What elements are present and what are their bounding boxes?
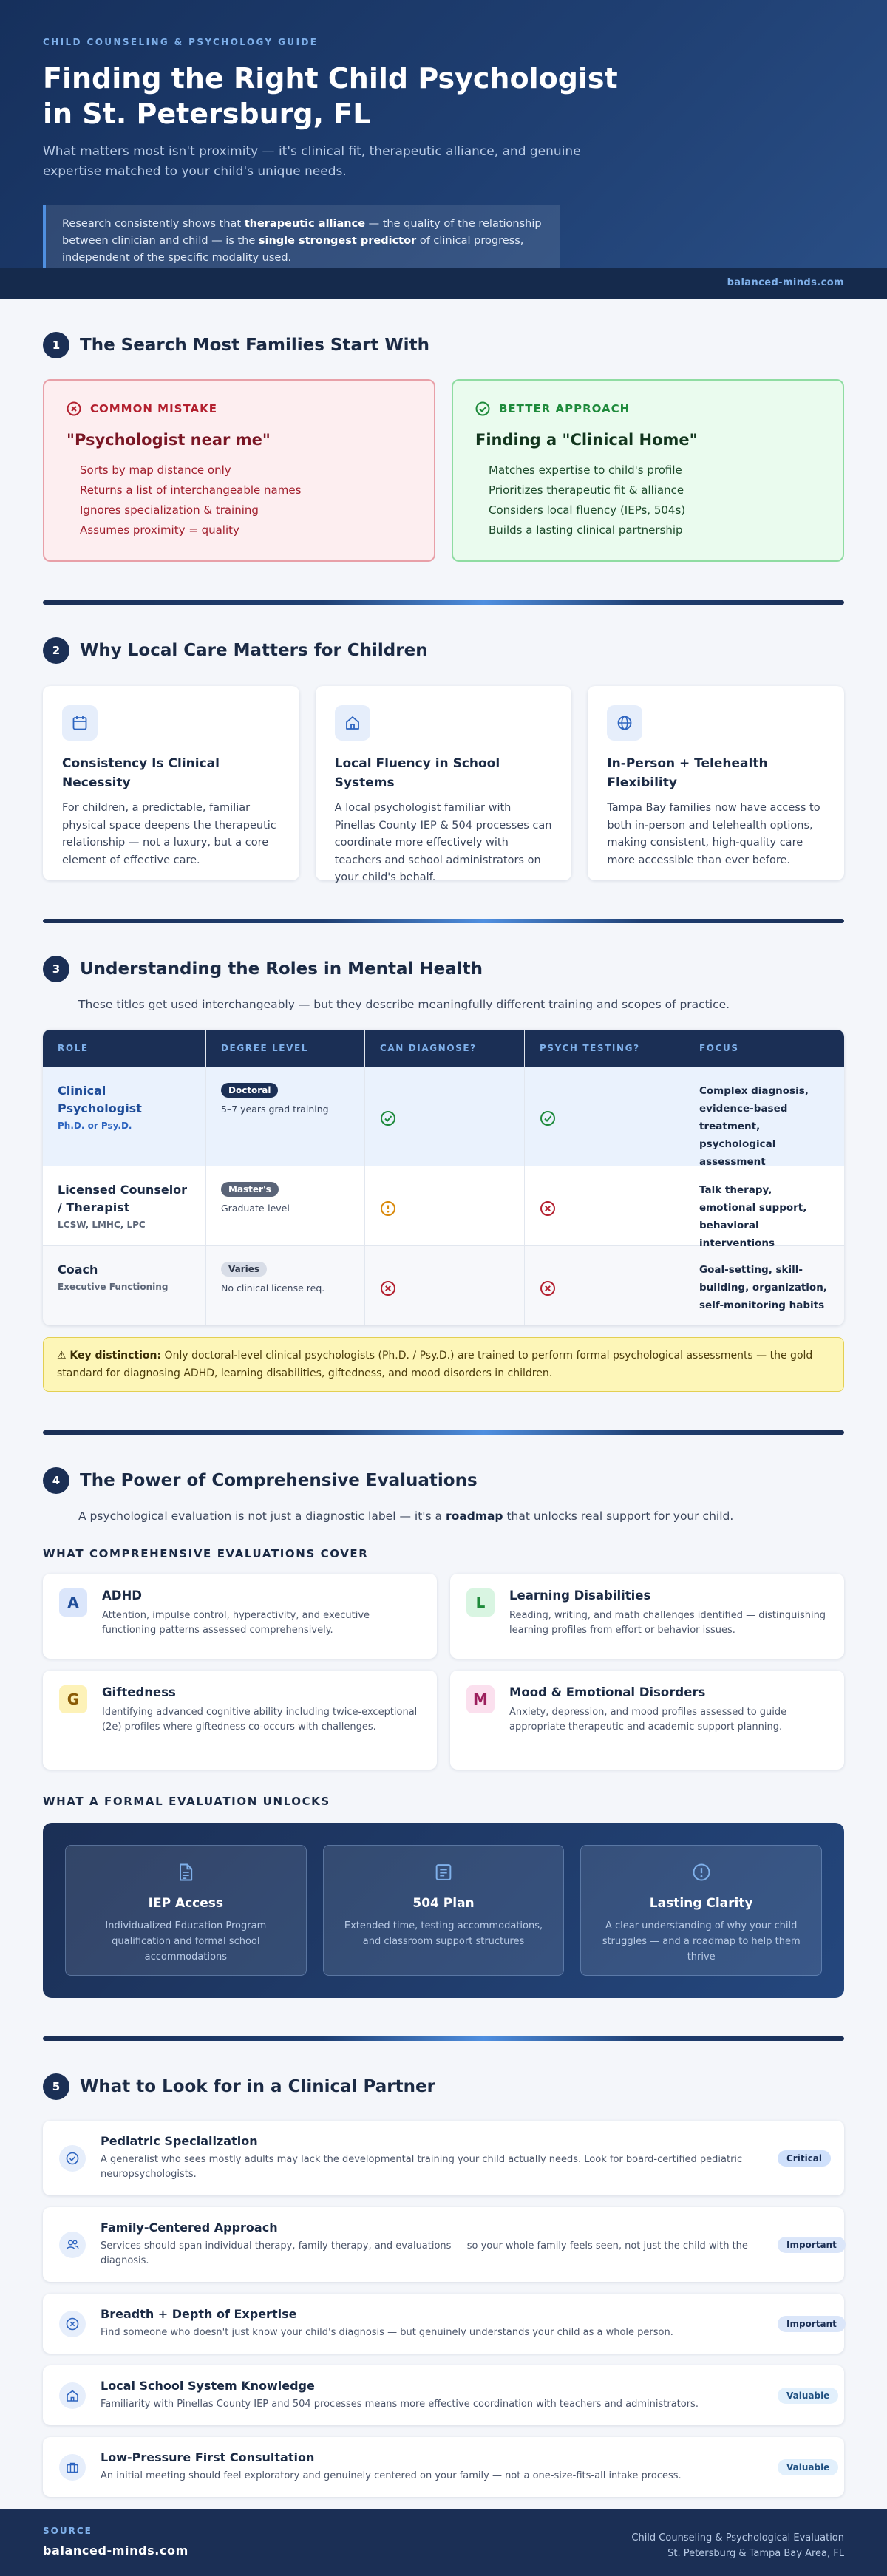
better-label (475, 401, 820, 416)
card-consistency (43, 686, 299, 880)
diagnose-cell (365, 1067, 525, 1166)
section-title: Understanding the Roles in Mental Health (80, 959, 483, 979)
degree-cell (206, 1246, 365, 1325)
calendar-icon (62, 705, 98, 741)
section-title: The Search Most Families Start With (80, 336, 429, 355)
callout-bold: therapeutic alliance (244, 218, 366, 230)
section-1-header (43, 332, 844, 358)
better-list (475, 461, 820, 540)
card-telehealth (588, 686, 844, 880)
x-circle-icon (380, 1280, 396, 1297)
better-approach-box (452, 379, 844, 562)
footer-line: Child Counseling & Psychological Evaluation (631, 2532, 844, 2543)
section-lead: These titles get used interchangeably — but they describe meaningfully different training and scopes of practice. (78, 998, 730, 1011)
evaluation-cover-grid (43, 1574, 844, 1770)
role-cell (43, 1166, 206, 1245)
column-header: PSYCH TESTING? (525, 1030, 684, 1067)
section-divider (43, 919, 844, 923)
column-header: DEGREE LEVEL (206, 1030, 365, 1067)
hero-site-bar (0, 268, 887, 299)
roles-table (43, 1030, 844, 1325)
priority-badge: Important (778, 2237, 846, 2253)
lead-bold: roadmap (445, 1509, 503, 1523)
criteria-expertise (43, 2294, 844, 2354)
letter-badge: M (466, 1685, 495, 1713)
lead-text: that unlocks real support for your child. (503, 1509, 734, 1523)
testing-cell (525, 1246, 684, 1325)
list-item: Ignores specialization & training (80, 503, 259, 517)
people-icon (59, 2232, 86, 2258)
local-care-cards (43, 686, 844, 883)
site-link[interactable]: balanced-minds.com (727, 277, 844, 288)
key-distinction-note (43, 1337, 844, 1392)
globe-icon (607, 705, 642, 741)
degree-badge: Doctoral (221, 1083, 278, 1098)
role-name: Licensed Counselor / Therapist (58, 1183, 188, 1214)
cover-title: Mood & Emotional Disorders (509, 1685, 706, 1699)
testing-cell (525, 1067, 684, 1166)
diagnose-cell (365, 1166, 525, 1245)
letter-badge: L (466, 1588, 495, 1617)
better-label-text: BETTER APPROACH (499, 402, 631, 415)
cover-title: ADHD (102, 1588, 142, 1603)
priority-badge: Valuable (778, 2388, 838, 2404)
priority-badge: Important (778, 2316, 846, 2332)
criteria-title: Pediatric Specialization (101, 2134, 258, 2148)
lead-text: A psychological evaluation is not just a diagnostic label — it's a (78, 1509, 446, 1523)
card-title: Local Fluency in School Systems (334, 756, 500, 790)
callout-bold: single strongest predictor (258, 235, 417, 247)
source-label: SOURCE (43, 2526, 92, 2536)
table-row (43, 1067, 844, 1166)
mistake-label-text: COMMON MISTAKE (90, 402, 217, 415)
page-footer (0, 2509, 887, 2576)
column-header: ROLE (43, 1030, 206, 1067)
card-text: A local psychologist familiar with Pinellas County IEP & 504 processes can coordinate more effectively with teachers and school administrators on your child's behalf. (334, 802, 552, 883)
focus-cell (684, 1067, 844, 1166)
better-heading: Finding a "Clinical Home" (475, 431, 698, 449)
section-title: What to Look for in a Clinical Partner (80, 2077, 435, 2096)
focus-cell (684, 1166, 844, 1249)
role-credentials: LCSW, LMHC, LPC (58, 1220, 146, 1230)
column-header: FOCUS (699, 1043, 739, 1053)
cover-title: Learning Disabilities (509, 1588, 651, 1603)
role-credentials: Ph.D. or Psy.D. (58, 1121, 132, 1131)
home-icon (335, 705, 370, 741)
eyebrow: CHILD COUNSELING & PSYCHOLOGY GUIDE (43, 37, 319, 47)
page-subtitle: What matters most isn't proximity — it's clinical fit, therapeutic alliance, and genuine expertise matched to your child's unique needs. (43, 144, 581, 179)
cover-text: Attention, impulse control, hyperactivity, and executive functioning patterns assessed comprehensively. (102, 1610, 370, 1636)
research-callout (43, 205, 560, 277)
section-5-header (43, 2073, 844, 2100)
check-circle-icon (380, 1110, 396, 1126)
criteria-title: Local School System Knowledge (101, 2379, 315, 2393)
testing-cell (525, 1166, 684, 1245)
section-title: Why Local Care Matters for Children (80, 641, 428, 660)
unlock-panel (43, 1823, 844, 1998)
card-title: Consistency Is Clinical Necessity (62, 756, 220, 790)
criteria-title: Family-Centered Approach (101, 2220, 278, 2235)
column-header: CAN DIAGNOSE? (365, 1030, 525, 1067)
x-circle-icon (540, 1280, 556, 1297)
focus-text: Goal-setting, skill-building, organization, self-monitoring habits (699, 1264, 827, 1311)
list-item: Builds a lasting clinical partnership (489, 523, 683, 537)
callout-text: Research consistently shows that (62, 218, 245, 230)
list-item: Prioritizes therapeutic fit & alliance (489, 483, 684, 497)
list-item: Considers local fluency (IEPs, 504s) (489, 503, 686, 517)
section-number: 4 (43, 1467, 69, 1494)
list-item: Assumes proximity = quality (80, 523, 239, 537)
focus-text: Complex diagnosis, evidence-based treatment, psychological assessment (699, 1085, 809, 1168)
unlock-text: Extended time, testing accommodations, and classroom support structures (344, 1920, 543, 1947)
footer-site-link[interactable]: balanced-minds.com (43, 2543, 188, 2558)
role-cell (43, 1067, 206, 1166)
cover-card-mood (450, 1671, 844, 1770)
mistake-heading: "Psychologist near me" (67, 431, 271, 449)
check-circle-icon (540, 1110, 556, 1126)
section-divider (43, 2036, 844, 2041)
cover-text: Reading, writing, and math challenges identified — distinguishing learning profiles from effort or behavior issues. (509, 1610, 826, 1636)
criteria-text: An initial meeting should feel exploratory and genuinely centered on your family — not a one-size-fits-all intake process. (101, 2470, 682, 2481)
unlock-title: IEP Access (148, 1896, 224, 1911)
note-text: Only doctoral-level clinical psychologists (Ph.D. / Psy.D.) are trained to perform formal psychological assessments — the gold standard for diagnosing ADHD, learning disabilities, giftedness, and mood disorders in children. (57, 1350, 813, 1379)
callout-text: of clinical progress, independent of the specific modality used. (62, 235, 524, 264)
degree-cell (206, 1067, 365, 1166)
footer-line: St. Petersburg & Tampa Bay Area, FL (667, 2548, 844, 2559)
focus-cell (684, 1246, 844, 1325)
x-circle-icon (540, 1200, 556, 1217)
section-number: 3 (43, 956, 69, 982)
section-number: 2 (43, 637, 69, 664)
unlock-504 (323, 1845, 565, 1976)
cover-card-adhd (43, 1574, 437, 1659)
check-circle-icon (475, 401, 490, 416)
criteria-title: Breadth + Depth of Expertise (101, 2307, 297, 2321)
focus-text: Talk therapy, emotional support, behavioral interventions (699, 1184, 807, 1249)
common-mistake-box (43, 379, 435, 562)
card-title: In-Person + Telehealth Flexibility (607, 756, 768, 790)
section-2-header (43, 637, 844, 664)
unlock-iep (65, 1845, 307, 1976)
mistake-label (67, 401, 412, 416)
list-item: Returns a list of interchangeable names (80, 483, 302, 497)
callout-text: — the quality of the relationship between clinician and child — is the (62, 218, 542, 247)
section-divider (43, 600, 844, 605)
diagnose-cell (365, 1246, 525, 1325)
unlock-text: Individualized Education Program qualification and formal school accommodations (105, 1920, 267, 1962)
unlock-title: Lasting Clarity (649, 1896, 753, 1911)
card-local-fluency (316, 686, 572, 883)
section-divider (43, 1430, 844, 1435)
unlock-text: A clear understanding of why your child struggles — and a roadmap to help them thrive (602, 1920, 801, 1962)
card-text: For children, a predictable, familiar physical space deepens the therapeutic relationship — not a luxury, but a core element of effective care. (62, 802, 276, 866)
table-row (43, 1166, 844, 1249)
table-header (43, 1030, 844, 1067)
list-item: Sorts by map distance only (80, 463, 231, 477)
cover-title: Giftedness (102, 1685, 176, 1699)
degree-cell (206, 1166, 365, 1245)
criteria-consultation (43, 2437, 844, 2497)
degree-detail: 5–7 years grad training (221, 1104, 329, 1115)
criteria-text: A generalist who sees mostly adults may lack the developmental training your child actually needs. Look for board-certified pediatric neuropsychologists. (101, 2154, 743, 2180)
role-credentials: Executive Functioning (58, 1282, 169, 1292)
list-icon (433, 1862, 454, 1883)
cover-heading: WHAT COMPREHENSIVE EVALUATIONS COVER (43, 1547, 369, 1560)
check-circle-icon (59, 2145, 86, 2172)
section-number: 1 (43, 332, 69, 358)
criteria-family (43, 2207, 844, 2282)
mistake-list (67, 461, 412, 540)
degree-badge: Varies (221, 1262, 267, 1277)
unlock-title: 504 Plan (412, 1896, 475, 1911)
cover-card-learning (450, 1574, 844, 1659)
footer-source (43, 2526, 188, 2576)
section-title: The Power of Comprehensive Evaluations (80, 1471, 478, 1490)
cover-text: Identifying advanced cognitive ability including twice-exceptional (2e) profiles where giftedness co-occurs with challenges. (102, 1707, 418, 1733)
section-4-header (43, 1467, 844, 1494)
letter-badge: G (59, 1685, 87, 1713)
note-label: ⚠ Key distinction: (57, 1350, 162, 1362)
comparison (43, 379, 844, 562)
plus-circle-icon (59, 2311, 86, 2337)
unlock-heading: WHAT A FORMAL EVALUATION UNLOCKS (43, 1795, 330, 1808)
priority-badge: Critical (778, 2150, 831, 2167)
criteria-school-knowledge (43, 2365, 844, 2425)
page-title: Finding the Right Child Psychologist in St. Petersburg, FL (43, 62, 618, 130)
cover-text: Anxiety, depression, and mood profiles assessed to guide appropriate therapeutic and academic support planning. (509, 1707, 787, 1733)
unlock-clarity (580, 1845, 822, 1976)
main-content (0, 332, 887, 2497)
x-circle-icon (67, 401, 81, 416)
list-item: Matches expertise to child's profile (489, 463, 682, 477)
hero-header (0, 0, 887, 299)
cover-card-giftedness (43, 1671, 437, 1770)
role-cell (43, 1246, 206, 1325)
role-name: Clinical Psychologist (58, 1084, 142, 1115)
section-3-header (43, 956, 844, 982)
degree-badge: Master's (221, 1182, 279, 1197)
warning-circle-icon (380, 1200, 396, 1217)
document-icon (175, 1862, 196, 1883)
card-text: Tampa Bay families now have access to both in-person and telehealth options, making consistent, high-quality care more accessible than ever before. (607, 802, 820, 866)
school-icon (59, 2382, 86, 2409)
criteria-text: Find someone who doesn't just know your child's diagnosis — but genuinely understands your child as a whole person. (101, 2327, 673, 2338)
degree-detail: Graduate-level (221, 1203, 290, 1214)
section-number: 5 (43, 2073, 69, 2100)
partner-criteria-list (43, 2121, 844, 2497)
criteria-text: Familiarity with Pinellas County IEP and 504 processes means more effective coordination with teachers and administrators. (101, 2399, 699, 2410)
role-name: Coach (58, 1262, 98, 1277)
criteria-title: Low-Pressure First Consultation (101, 2450, 315, 2464)
footer-info (631, 2526, 844, 2576)
degree-detail: No clinical license req. (221, 1282, 325, 1294)
section-lead (43, 1507, 844, 1525)
criteria-text: Services should span individual therapy, family therapy, and evaluations — so your whole family feels seen, not just the child with the diagnosis. (101, 2240, 748, 2266)
criteria-pediatric (43, 2121, 844, 2195)
letter-badge: A (59, 1588, 87, 1617)
priority-badge: Valuable (778, 2459, 838, 2475)
info-icon (691, 1862, 712, 1883)
briefcase-icon (59, 2454, 86, 2481)
table-row (43, 1245, 844, 1325)
